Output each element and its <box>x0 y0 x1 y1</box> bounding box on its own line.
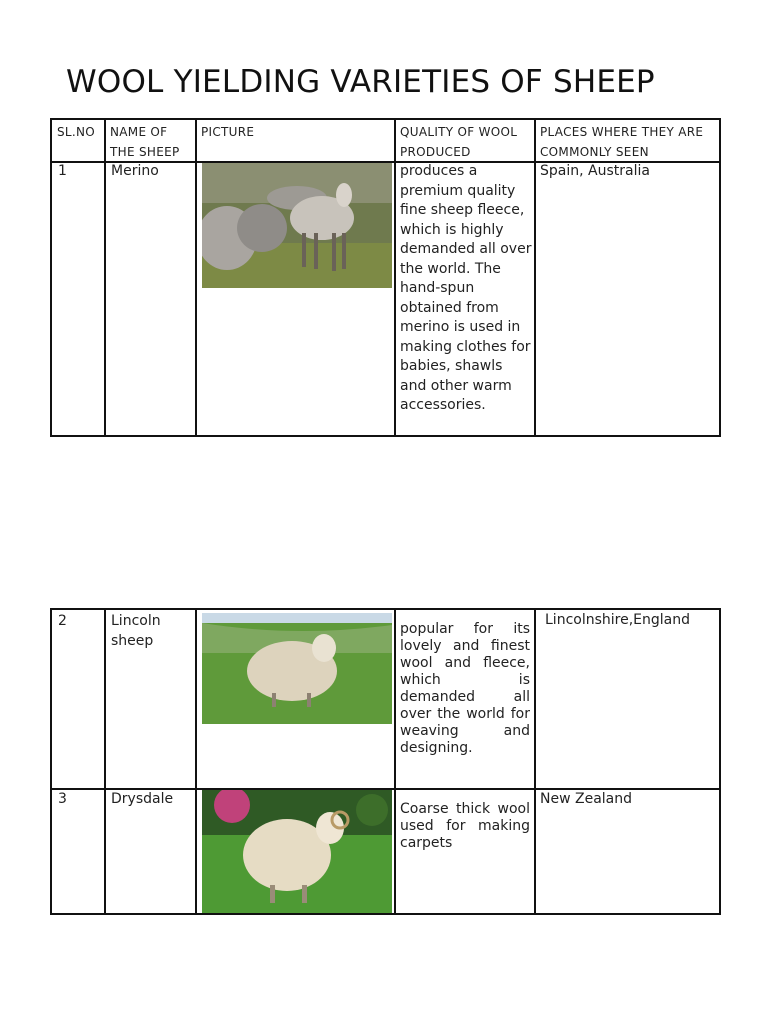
row-2-name: Lincoln sheep <box>111 613 161 649</box>
header-name: NAME OF THE SHEEP <box>110 125 180 159</box>
row-3-places: New Zealand <box>540 791 632 807</box>
sheep-table-1 <box>50 118 721 437</box>
row-3-quality: Coarse thick wool used for making carpets <box>400 801 530 851</box>
row-1-name: Merino <box>111 163 159 179</box>
row-1-slno: 1 <box>58 163 67 179</box>
page-title: WOOL YIELDING VARIETIES OF SHEEP <box>66 64 655 100</box>
lincoln-sheep-picture <box>202 613 392 724</box>
row-1-places: Spain, Australia <box>540 163 650 179</box>
drysdale-sheep-picture <box>202 790 392 913</box>
sheep-table-2 <box>50 608 721 915</box>
row-2-quality: popular for its lovely and finest wool and fleece, which is demanded all over the world for weaving and designing. <box>400 621 530 756</box>
header-picture: PICTURE <box>201 125 255 139</box>
row-3-name: Drysdale <box>111 791 174 807</box>
header-quality: QUALITY OF WOOL PRODUCED <box>400 125 518 159</box>
row-2-slno: 2 <box>58 613 67 629</box>
header-places: PLACES WHERE THEY ARE COMMONLY SEEN <box>540 125 704 159</box>
merino-sheep-picture <box>202 163 392 288</box>
row-2-places: Lincolnshire,England <box>545 612 690 628</box>
row-1-quality: produces a premium quality fine sheep fleece, which is highly demanded all over the world. The hand-spun obtained from merino is used in making clothes for babies, shawls and other warm accessories. <box>400 163 532 413</box>
header-slno: SL.NO <box>57 125 96 139</box>
row-3-slno: 3 <box>58 791 67 807</box>
